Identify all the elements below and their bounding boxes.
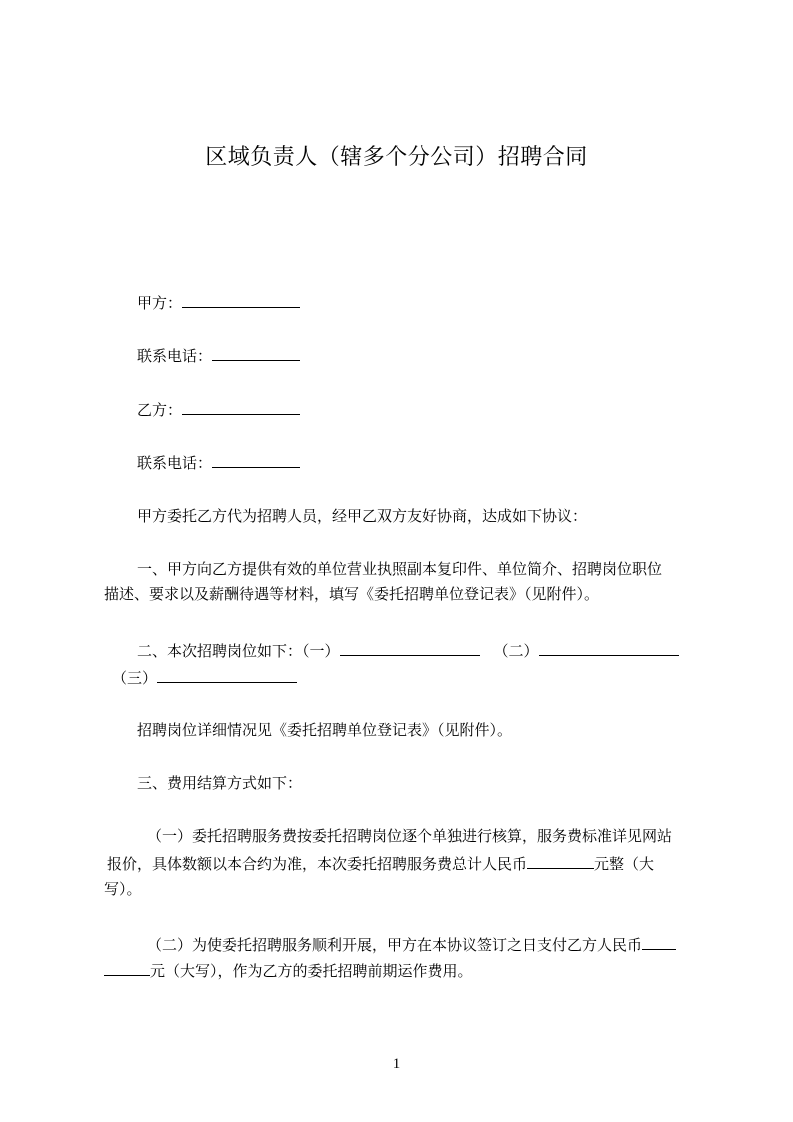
clause3-heading: 三、费用结算方式如下： bbox=[137, 774, 303, 792]
party-b-phone-blank[interactable] bbox=[212, 452, 300, 468]
contract-title: 区域负责人（辖多个分公司）招聘合同 bbox=[205, 145, 588, 170]
clause2-prefix: 二、本次招聘岗位如下： bbox=[137, 642, 303, 660]
position3-blank[interactable] bbox=[157, 667, 297, 683]
party-b-phone-label: 联系电话： bbox=[137, 454, 213, 472]
party-a-blank[interactable] bbox=[182, 292, 300, 308]
clause2-item1: （一） bbox=[302, 642, 340, 660]
clause3-1-line1: （一）委托招聘服务费按委托招聘岗位逐个单独进行核算，服务费标准详见网站 bbox=[147, 827, 673, 845]
party-a-phone-line bbox=[137, 345, 300, 366]
clause3-2-line1 bbox=[147, 934, 676, 955]
party-b-label: 乙方： bbox=[137, 401, 183, 419]
position2-blank[interactable] bbox=[539, 640, 679, 656]
clause2-item2: （二） bbox=[493, 642, 539, 660]
clause1-line1: 一、甲方向乙方提供有效的单位营业执照副本复印件、单位简介、招聘岗位职位 bbox=[137, 560, 663, 578]
clause2-line1 bbox=[137, 640, 679, 661]
clause3-2-text2: 元（大写），作为乙方的委托招聘前期运作费用。 bbox=[150, 962, 473, 980]
clause1-line2: 描述、要求以及薪酬待遇等材料，填写《委托招聘单位登记表》（见附件）。 bbox=[104, 585, 600, 603]
clause3-1-text-b: 元整（大 bbox=[594, 855, 655, 873]
clause3-1-text-a: 报价，具体数额以本合约为准，本次委托招聘服务费总计人民币 bbox=[107, 855, 528, 873]
clause2-detail: 招聘岗位详细情况见《委托招聘单位登记表》（见附件）。 bbox=[137, 721, 513, 739]
clause3-2-text: （二）为使委托招聘服务顺利开展，甲方在本协议签订之日支付乙方人民币 bbox=[147, 936, 643, 954]
party-a-phone-blank[interactable] bbox=[212, 345, 300, 361]
party-b-blank[interactable] bbox=[182, 399, 300, 415]
clause2-line2 bbox=[112, 667, 297, 688]
position1-blank[interactable] bbox=[340, 640, 480, 656]
advance-fee-blank-b[interactable] bbox=[104, 960, 150, 976]
page-number: 1 bbox=[392, 1056, 401, 1072]
advance-fee-blank-a[interactable] bbox=[642, 934, 676, 950]
party-b-line bbox=[137, 399, 300, 420]
party-a-line bbox=[137, 292, 300, 313]
clause2-item3: （三） bbox=[112, 669, 158, 687]
clause3-1-line3: 写）。 bbox=[104, 880, 142, 898]
clause3-2-line2 bbox=[104, 960, 473, 981]
service-fee-blank[interactable] bbox=[527, 853, 594, 869]
intro-paragraph: 甲方委托乙方代为招聘人员，经甲乙双方友好协商，达成如下协议： bbox=[137, 507, 588, 525]
party-b-phone-line bbox=[137, 452, 300, 473]
party-a-label: 甲方： bbox=[137, 294, 183, 312]
clause3-1-line2 bbox=[107, 853, 654, 874]
party-a-phone-label: 联系电话： bbox=[137, 347, 213, 365]
